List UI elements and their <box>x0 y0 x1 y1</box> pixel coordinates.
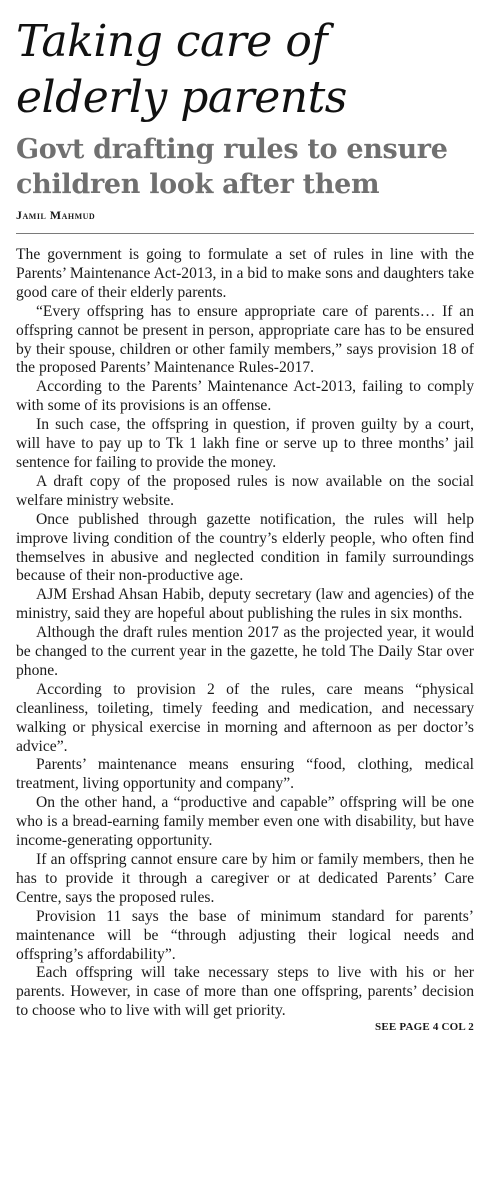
subheadline-line-2: children look after them <box>16 169 380 200</box>
article-body <box>16 246 474 1021</box>
headline-line-1: Taking care of <box>16 16 328 67</box>
paragraph: Although the draft rules mention 2017 as the projected year, it would be changed to the current year in the gazette, he told The Daily Star over phone. <box>16 624 474 679</box>
paragraph: According to provision 2 of the rules, care means “physical cleanliness, toileting, timely feeding and medication, and necessary walking or physical exercise in morning and afternoon as per doctor’s advice”. <box>16 680 474 755</box>
paragraph: Parents’ maintenance means ensuring “food, clothing, medical treatment, living opportunity and company”. <box>16 756 474 793</box>
paragraph: Provision 11 says the base of minimum standard for parents’ maintenance will be “through adjusting their logical needs and offspring’s affordability”. <box>16 907 474 963</box>
headline-line-2: elderly parents <box>16 72 347 123</box>
paragraph: Each offspring will take necessary steps to live with his or her parents. However, in case of more than one offspring, parents’ decision to choose who to live with will get priority. <box>16 964 474 1020</box>
paragraph: AJM Ershad Ahsan Habib, deputy secretary (law and agencies) of the ministry, said they are hopeful about publishing the rules in six months. <box>16 586 474 623</box>
paragraph: In such case, the offspring in question, if proven guilty by a court, will have to pay up to Tk 1 lakh fine or serve up to three months’ jail sentence for failing to provide the money. <box>16 416 474 471</box>
byline-divider <box>16 233 474 234</box>
paragraph: The government is going to formulate a set of rules in line with the Parents’ Maintenance Act-2013, in a bid to make sons and daughters take good care of their elderly parents. <box>16 246 474 301</box>
paragraph: According to the Parents’ Maintenance Act-2013, failing to comply with some of its provisions is an offense. <box>16 378 474 415</box>
paragraph: On the other hand, a “productive and capable” offspring will be one who is a bread-earning family member even one with disability, but have income-generating opportunity. <box>16 794 474 850</box>
continued-on-page-link: SEE PAGE 4 COL 2 <box>375 1021 474 1034</box>
paragraph: Once published through gazette notification, the rules will help improve living condition of the country’s elderly people, who often find themselves in abusive and neglected condition in family surroundings because of their non-productive age. <box>16 510 474 585</box>
paragraph: A draft copy of the proposed rules is now available on the social welfare ministry website. <box>16 472 474 509</box>
news-article <box>16 14 474 1033</box>
subheadline <box>16 132 474 202</box>
paragraph: “Every offspring has to ensure appropriate care of parents… If an offspring cannot be present in person, appropriate care has to be ensured by their spouse, children or other family members,” says provision 18 of the proposed Parents’ Maintenance Rules-2017. <box>16 302 474 377</box>
headline <box>16 14 474 126</box>
byline: Jamil Mahmud <box>16 208 96 222</box>
subheadline-line-1: Govt drafting rules to ensure <box>16 134 448 165</box>
paragraph: If an offspring cannot ensure care by him or family members, then he has to provide it through a caregiver or at dedicated Parents’ Care Centre, says the proposed rules. <box>16 851 474 906</box>
